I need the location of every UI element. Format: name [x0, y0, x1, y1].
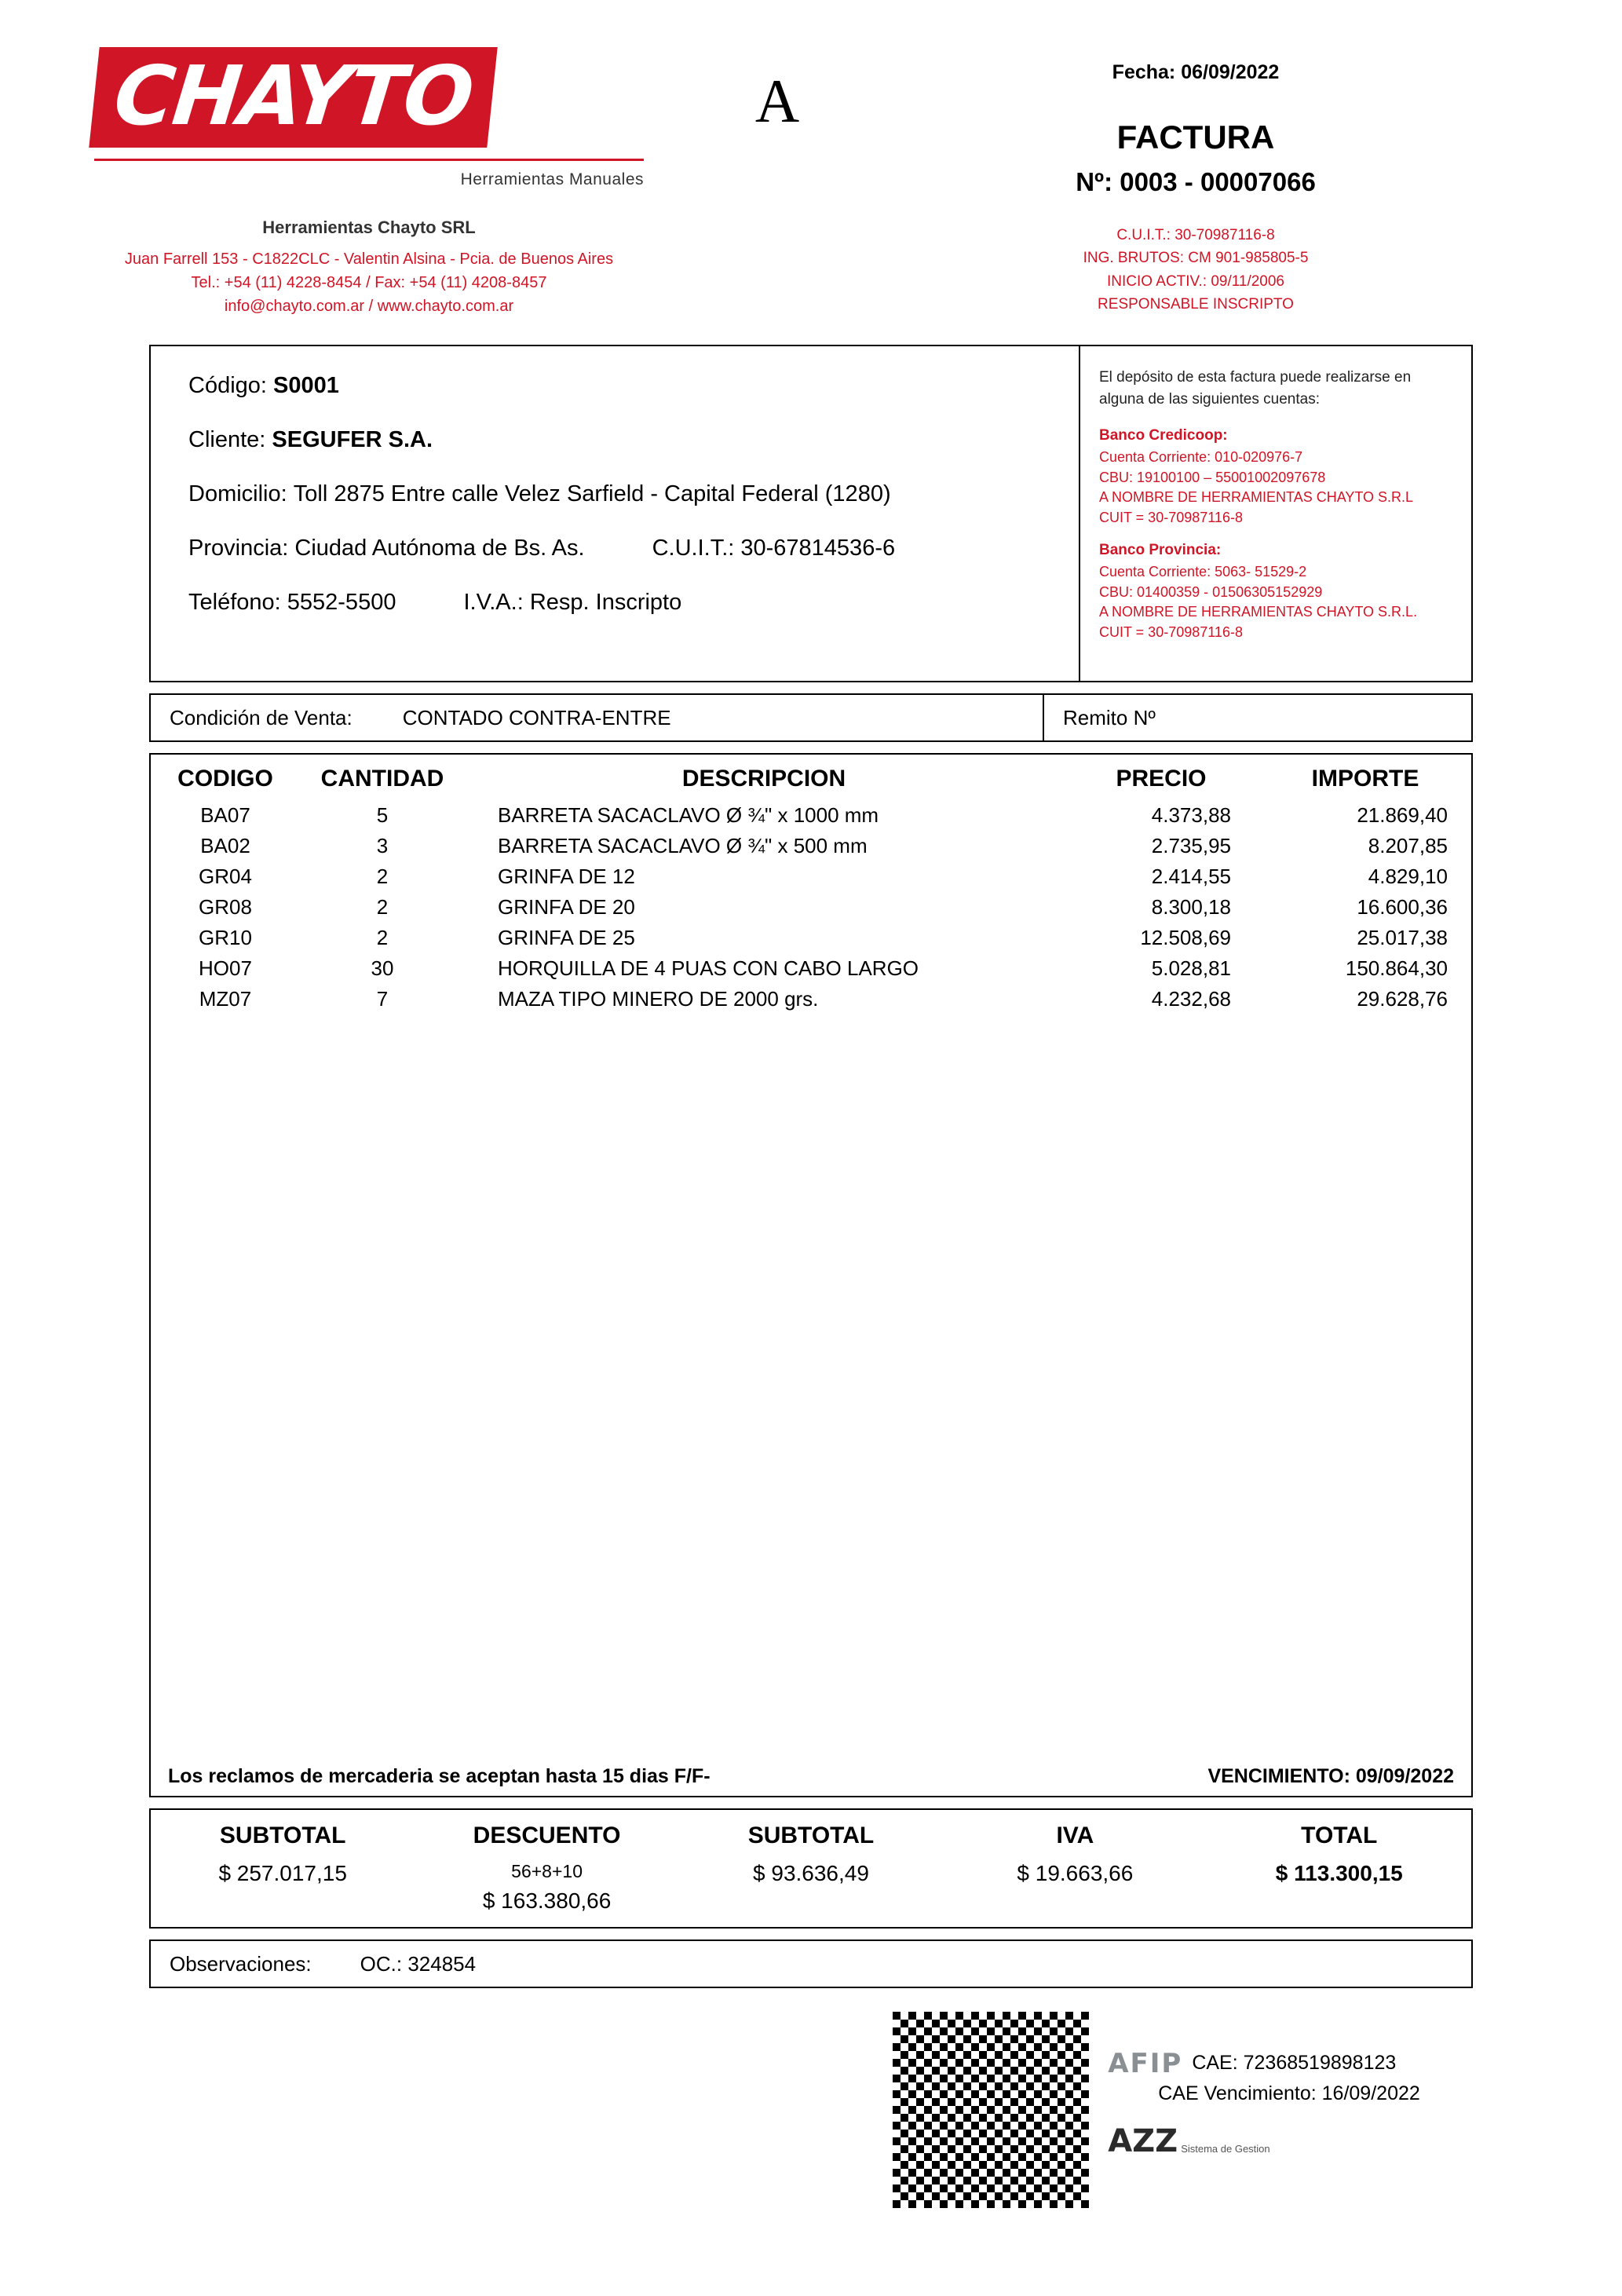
company-phone: Tel.: +54 (11) 4228-8454 / Fax: +54 (11) 4208-8457: [191, 274, 547, 291]
client-cliente-row: [188, 427, 1079, 453]
afip-logo-icon: AFIP: [1108, 2048, 1183, 2079]
cell-precio: 8.300,18: [1151, 895, 1231, 919]
totals-header-iva: IVA: [1056, 1823, 1094, 1848]
condition-sale: [151, 695, 1043, 740]
cell-cantidad: 2: [376, 895, 389, 919]
cuit-value: 30-67814536-6: [740, 536, 896, 561]
bank-provincia: [1099, 542, 1456, 642]
cell-precio: 12.508,69: [1140, 926, 1231, 949]
company-web: info@chayto.com.ar / www.chayto.com.ar: [224, 298, 514, 315]
bank-provincia-name: Banco Provincia:: [1099, 542, 1222, 559]
totals-subtotal2: $ 93.636,49: [753, 1861, 869, 1885]
cell-cantidad: 30: [371, 956, 394, 980]
bank-credicoop-cbu: CBU: 19100100 – 55001002097678: [1099, 469, 1326, 485]
cliente-value: SEGUFER S.A.: [272, 427, 433, 452]
document-title: FACTURA: [1116, 119, 1275, 155]
header-precio: PRECIO: [1116, 766, 1207, 792]
client-box: [149, 345, 1473, 682]
cae-number: CAE: 72368519898123: [1192, 2052, 1397, 2075]
telefono-label: Teléfono:: [188, 590, 281, 615]
header-descripcion: DESCRIPCION: [681, 766, 846, 792]
cell-codigo: MZ07: [199, 987, 252, 1011]
bank-credicoop: [1099, 427, 1456, 528]
cell-descripcion: HORQUILLA DE 4 PUAS CON CABO LARGO: [498, 956, 919, 980]
deposit-info: [1079, 346, 1471, 681]
bank-provincia-cuit: CUIT = 30-70987116-8: [1099, 623, 1243, 640]
cell-descripcion: MAZA TIPO MINERO DE 2000 grs.: [498, 987, 819, 1011]
azz-logo: [1108, 2123, 1420, 2159]
qr-code: [893, 2012, 1089, 2208]
client-details: [151, 346, 1079, 681]
totals-table: [151, 1818, 1471, 1914]
cell-cantidad: 5: [376, 803, 389, 827]
cell-descripcion: BARRETA SACACLAVO Ø ¾" x 500 mm: [498, 834, 868, 857]
header-importe: IMPORTE: [1311, 766, 1419, 792]
company-address: Juan Farrell 153 - C1822CLC - Valentin Alsina - Pcia. de Buenos Aires: [124, 250, 614, 268]
afip-block: [1108, 2012, 1420, 2159]
cell-codigo: GR08: [199, 895, 252, 919]
header-right: [864, 47, 1528, 318]
cell-importe: 25.017,38: [1357, 926, 1448, 949]
iva-label: I.V.A.:: [463, 590, 524, 615]
observations-box: [149, 1940, 1473, 1988]
table-row: [151, 800, 1471, 831]
document-footer: [149, 2012, 1473, 2208]
company-name: Herramientas Chayto SRL: [262, 218, 476, 237]
cell-codigo: BA07: [200, 803, 250, 827]
totals-header-subtotal1: SUBTOTAL: [219, 1823, 346, 1848]
cell-codigo: GR04: [199, 865, 252, 888]
logo-underline: [94, 159, 644, 161]
client-telefono-row: [188, 590, 1079, 616]
remito-label: Remito Nº: [1063, 705, 1156, 729]
bank-credicoop-name: Banco Credicoop:: [1099, 427, 1228, 444]
cliente-label: Cliente:: [188, 427, 266, 452]
bank-credicoop-cuit: CUIT = 30-70987116-8: [1099, 509, 1243, 525]
cell-importe: 29.628,76: [1357, 987, 1448, 1011]
bank-provincia-holder: A NOMBRE DE HERRAMIENTAS CHAYTO S.R.L.: [1099, 604, 1418, 620]
totals-value-row: [151, 1860, 1471, 1914]
cell-codigo: BA02: [200, 834, 250, 857]
company-logo: [94, 47, 644, 189]
table-row: [151, 984, 1471, 1015]
totals-header-subtotal2: SUBTOTAL: [747, 1823, 875, 1848]
client-domicilio-row: [188, 481, 1079, 507]
fiscal-condition: RESPONSABLE INSCRIPTO: [1098, 296, 1294, 313]
cell-precio: 2.414,55: [1151, 865, 1231, 888]
bank-credicoop-account: Cuenta Corriente: 010-020976-7: [1099, 449, 1303, 466]
claim-note: Los reclamos de mercaderia se aceptan hasta 15 dias F/F-: [168, 1765, 711, 1787]
document-header: [0, 0, 1622, 318]
observations-value: OC.: 324854: [360, 1951, 477, 1976]
condition-bar: [149, 693, 1473, 742]
vencimiento: VENCIMIENTO: 09/09/2022: [1207, 1765, 1454, 1787]
cell-cantidad: 7: [376, 987, 389, 1011]
totals-subtotal1: $ 257.017,15: [218, 1861, 347, 1885]
bank-provincia-account: Cuenta Corriente: 5063- 51529-2: [1099, 564, 1307, 580]
totals-iva: $ 19.663,66: [1017, 1861, 1134, 1885]
totals-box: [149, 1808, 1473, 1929]
document-number: Nº: 0003 - 00007066: [1076, 167, 1316, 196]
discount-rate: 56+8+10: [511, 1861, 583, 1881]
iva-value: Resp. Inscripto: [529, 590, 682, 615]
client-codigo-row: [188, 373, 1079, 399]
cell-precio: 4.232,68: [1151, 987, 1231, 1011]
fiscal-ingresos-brutos: ING. BRUTOS: CM 901-985805-5: [1083, 250, 1309, 267]
cell-importe: 8.207,85: [1368, 834, 1448, 857]
cae-expiry: CAE Vencimiento: 16/09/2022: [1158, 2082, 1420, 2104]
cell-descripcion: GRINFA DE 25: [498, 926, 635, 949]
cell-precio: 4.373,88: [1151, 803, 1231, 827]
cell-importe: 150.864,30: [1345, 956, 1448, 980]
provincia-value: Ciudad Autónoma de Bs. As.: [294, 536, 585, 561]
discount-amount: $ 163.380,66: [482, 1888, 612, 1913]
condition-value: CONTADO CONTRA-ENTRE: [402, 705, 671, 729]
cell-precio: 5.028,81: [1151, 956, 1231, 980]
totals-header-total: TOTAL: [1301, 1823, 1378, 1848]
cell-cantidad: 3: [376, 834, 389, 857]
logo-text: CHAYTO: [89, 47, 497, 148]
totals-descuento: [415, 1860, 678, 1914]
header-codigo: CODIGO: [177, 766, 273, 792]
cell-descripcion: BARRETA SACACLAVO Ø ¾" x 1000 mm: [498, 803, 879, 827]
cuit-label: C.U.I.T.:: [652, 536, 735, 561]
condition-label: Condición de Venta:: [170, 705, 353, 729]
provincia-label: Provincia:: [188, 536, 289, 561]
telefono-value: 5552-5500: [287, 590, 396, 615]
azz-name: AZZ: [1108, 2122, 1178, 2159]
fiscal-inicio-actividad: INICIO ACTIV.: 09/11/2006: [1106, 272, 1284, 290]
invoice-letter: A: [754, 67, 800, 135]
cell-cantidad: 2: [376, 865, 389, 888]
items-table: [151, 755, 1471, 1015]
totals-total: $ 113.300,15: [1275, 1861, 1403, 1885]
cell-codigo: GR10: [199, 926, 252, 949]
table-row: [151, 923, 1471, 953]
observations-label: Observaciones:: [170, 1951, 312, 1976]
invoice-date: Fecha: 06/09/2022: [1112, 61, 1280, 83]
domicilio-value: Toll 2875 Entre calle Velez Sarfield - Capital Federal (1280): [293, 481, 891, 506]
cell-precio: 2.735,95: [1151, 834, 1231, 857]
deposit-intro: El depósito de esta factura puede realizarse en alguna de las siguientes cuentas:: [1099, 369, 1412, 408]
items-footer: [151, 1765, 1471, 1788]
client-provincia-row: [188, 536, 1079, 561]
items-header-row: [151, 755, 1471, 800]
totals-header-descuento: DESCUENTO: [473, 1823, 621, 1848]
azz-subtitle: Sistema de Gestion: [1181, 2142, 1270, 2155]
cell-importe: 4.829,10: [1368, 865, 1448, 888]
table-row: [151, 831, 1471, 861]
cae-row: [1108, 2048, 1420, 2079]
header-cantidad: CANTIDAD: [320, 766, 444, 792]
bank-provincia-cbu: CBU: 01400359 - 01506305152929: [1099, 583, 1323, 600]
header-left: [94, 47, 691, 318]
totals-header-row: [151, 1818, 1471, 1860]
table-row: [151, 861, 1471, 892]
company-info: [94, 218, 644, 318]
codigo-value: S0001: [273, 373, 339, 398]
cell-descripcion: GRINFA DE 20: [498, 895, 635, 919]
codigo-label: Código:: [188, 373, 267, 398]
header-middle: [691, 47, 864, 318]
cell-descripcion: GRINFA DE 12: [498, 865, 635, 888]
remito-field: [1043, 695, 1471, 740]
logo-subtitle: Herramientas Manuales: [460, 170, 644, 188]
cell-cantidad: 2: [376, 926, 389, 949]
bank-credicoop-holder: A NOMBRE DE HERRAMIENTAS CHAYTO S.R.L: [1099, 489, 1414, 506]
table-row: [151, 892, 1471, 923]
cell-codigo: HO07: [199, 956, 252, 980]
cell-importe: 21.869,40: [1357, 803, 1448, 827]
table-row: [151, 953, 1471, 984]
cell-importe: 16.600,36: [1357, 895, 1448, 919]
domicilio-label: Domicilio:: [188, 481, 287, 506]
fiscal-cuit: C.U.I.T.: 30-70987116-8: [1116, 227, 1275, 243]
items-table-box: [149, 753, 1473, 1797]
